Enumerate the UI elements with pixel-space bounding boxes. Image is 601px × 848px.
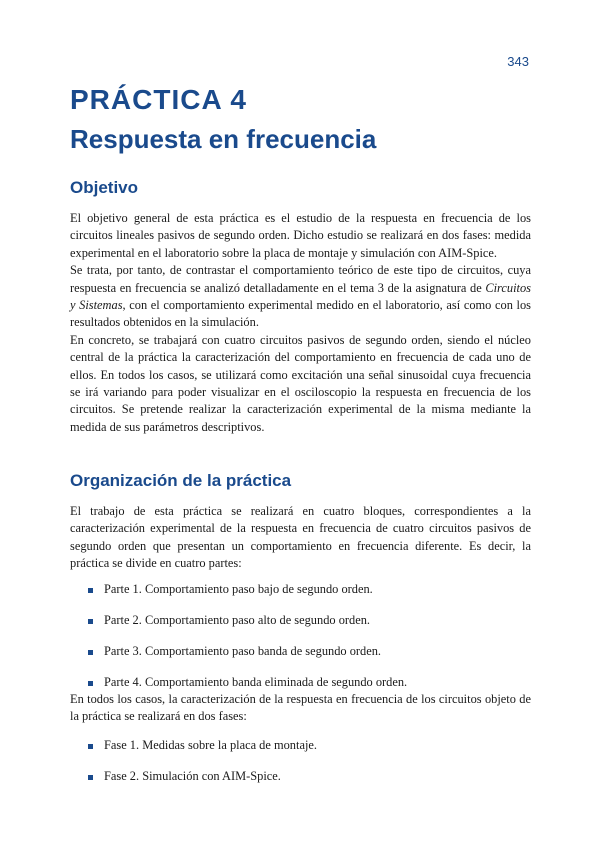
course-name: Circuitos y Sistemas <box>70 280 531 313</box>
paragraph: El trabajo de esta práctica se realizará en cuatro bloques, correspondientes a la caracterización experimental de la respuesta en frecuencia de cuatro circuitos pasivos de segundo orden que presentan un comportamiento en frecuencia diferente. Es decir, la práctica se divide en cuatro partes: <box>70 504 531 571</box>
chapter-label: PRÁCTICA 4 <box>70 84 247 115</box>
paragraph-text: , con el comportamiento experimental medido en el laboratorio, así como con los resultados obtenidos en la simulación. <box>70 298 531 330</box>
list-item-text: Parte 3. Comportamiento paso banda de segundo orden. <box>104 644 382 658</box>
bullet-square-icon <box>88 619 93 624</box>
list-item <box>88 738 317 753</box>
bullet-square-icon <box>88 681 93 686</box>
bullet-square-icon <box>88 588 93 593</box>
phases-list <box>88 738 317 784</box>
list-item <box>88 613 407 628</box>
paragraph: En todos los casos, la caracterización de la respuesta en frecuencia de los circuitos objeto de la práctica se realizará en dos fases: <box>70 692 531 724</box>
page-number: 343 <box>507 54 529 69</box>
paragraph: El objetivo general de esta práctica es el estudio de la respuesta en frecuencia de los circuitos lineales pasivos de segundo orden. Dicho estudio se realizará en dos fases: medida experimental en el laboratorio sobre la placa de montaje y simulación con AIM-Spice. <box>70 211 531 260</box>
bullet-square-icon <box>88 650 93 655</box>
paragraph: En concreto, se trabajará con cuatro circuitos pasivos de segundo orden, siendo el núcleo central de la práctica la caracterización del comportamiento en frecuencia de cada uno de ellos. En todos los casos, se utilizará como excitación una señal sinusoidal cuya frecuencia se irá variando para poder visualizar en el osciloscopio la respuesta en frecuencia de los circuitos. Se pretende realizar la caracterización experimental de la misma mediante la medida de sus parámetros descriptivos. <box>70 332 531 434</box>
list-item-text: Fase 2. Simulación con AIM-Spice. <box>104 769 281 783</box>
objetivo-text <box>70 210 531 436</box>
bullet-square-icon <box>88 744 93 749</box>
bullet-square-icon <box>88 775 93 780</box>
list-item <box>88 582 407 597</box>
section-title-objetivo: Objetivo <box>70 178 139 197</box>
section-title-organizacion: Organización de la práctica <box>70 471 292 490</box>
phases-intro <box>70 691 531 726</box>
parts-list <box>88 582 407 690</box>
list-item <box>88 769 317 784</box>
list-item <box>88 675 407 690</box>
list-item-text: Parte 2. Comportamiento paso alto de segundo orden. <box>104 613 370 627</box>
list-item <box>88 644 407 659</box>
paragraph-text: Se trata, por tanto, de contrastar el comportamiento teórico de este tipo de circuitos, cuya respuesta en frecuencia se analizó detalladamente en el tema 3 de la asignatura de <box>70 263 531 295</box>
paragraph <box>70 262 531 332</box>
list-item-text: Parte 1. Comportamiento paso bajo de segundo orden. <box>104 582 373 596</box>
list-item-text: Fase 1. Medidas sobre la placa de montaje. <box>104 738 317 752</box>
list-item-text: Parte 4. Comportamiento banda eliminada de segundo orden. <box>104 675 408 689</box>
chapter-title: Respuesta en frecuencia <box>70 124 377 154</box>
organizacion-intro <box>70 503 531 573</box>
